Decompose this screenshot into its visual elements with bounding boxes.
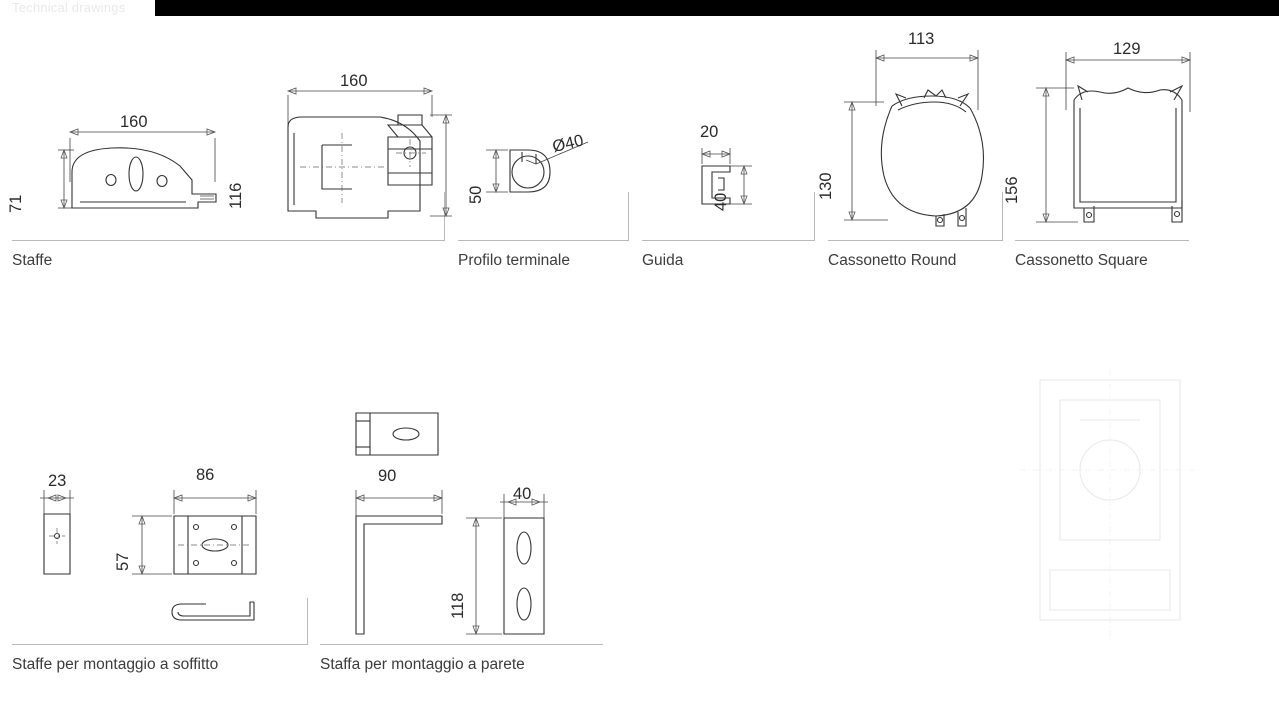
staffa-parete-l-profile-drawing xyxy=(344,470,464,640)
dim-square-129: 129 xyxy=(1113,40,1141,58)
dim-square-156: 156 xyxy=(1003,176,1021,204)
dim-parete-118: 118 xyxy=(449,592,467,619)
dim-profilo-50: 50 xyxy=(467,185,485,204)
dim-round-130: 130 xyxy=(817,172,835,200)
dim-soffitto-57: 57 xyxy=(114,552,132,571)
caption-staffe: Staffe xyxy=(12,252,53,269)
caption-staffe-soffitto: Staffe per montaggio a soffitto xyxy=(12,656,219,673)
staffe-side-drawing xyxy=(280,85,455,230)
divider-parete xyxy=(320,644,603,645)
top-bar-black-strip xyxy=(155,0,1279,16)
divider-square xyxy=(1015,240,1189,241)
dim-soffitto-23: 23 xyxy=(48,472,67,490)
dim-round-113: 113 xyxy=(908,30,935,48)
dim-staffe-height-71: 71 xyxy=(7,194,25,213)
vdivider-2 xyxy=(628,192,629,241)
divider-soffitto xyxy=(12,644,307,645)
staffa-parete-top-plate-drawing xyxy=(350,405,450,460)
dim-parete-90: 90 xyxy=(378,467,397,485)
dim-profilo-diameter-40: Ø40 xyxy=(550,131,586,157)
cassonetto-round-drawing xyxy=(836,30,996,230)
caption-guida: Guida xyxy=(642,252,684,269)
dim-staffe-width-160-side: 160 xyxy=(340,72,368,90)
vdivider-5 xyxy=(307,598,308,645)
caption-profilo-terminale: Profilo terminale xyxy=(458,252,570,269)
divider-guida xyxy=(642,240,814,241)
dim-staffe-width-160: 160 xyxy=(120,113,148,131)
dim-soffitto-86: 86 xyxy=(196,466,215,484)
staffe-soffitto-profile-drawing xyxy=(166,598,266,630)
dim-parete-40: 40 xyxy=(513,485,532,503)
top-bar xyxy=(0,0,1279,16)
caption-cassonetto-square: Cassonetto Square xyxy=(1015,252,1148,269)
profilo-terminale-drawing xyxy=(480,130,610,210)
caption-staffa-parete: Staffa per montaggio a parete xyxy=(320,656,525,673)
caption-cassonetto-round: Cassonetto Round xyxy=(828,252,957,269)
staffe-soffitto-front-drawing xyxy=(118,470,278,580)
top-bar-ghost-label: Technical drawings xyxy=(12,0,126,15)
vdivider-3 xyxy=(814,192,815,241)
staffe-front-drawing xyxy=(40,110,270,230)
dim-guida-40: 40 xyxy=(712,192,730,211)
dim-guida-20: 20 xyxy=(700,123,719,141)
ghost-watermark-drawing xyxy=(980,360,1240,660)
cassonetto-square-drawing xyxy=(1022,30,1202,230)
divider-staffe xyxy=(12,240,444,241)
dim-staffe-height-116: 116 xyxy=(227,182,245,209)
divider-profilo xyxy=(458,240,628,241)
divider-round xyxy=(828,240,1002,241)
staffa-parete-front-plate-drawing xyxy=(458,482,578,642)
